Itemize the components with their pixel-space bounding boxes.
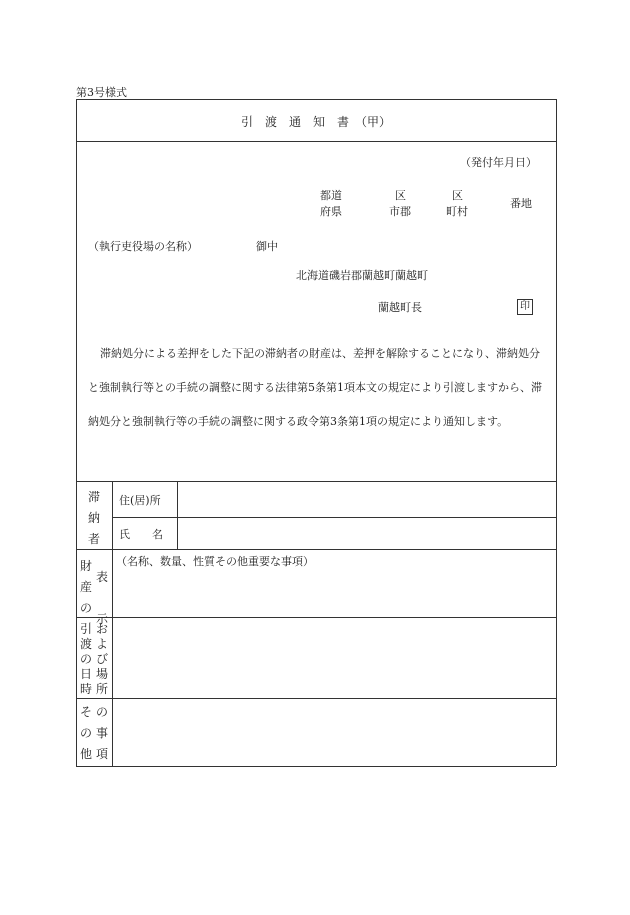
notice-body-text: 滞納処分による差押をした下記の滞納者の財産は、差押を解除することになり、滞納処分と強制執行等との手続の調整に関する法律第5条第1項本文の規定により引渡しますから、滞納処分と強制執行等の手続の調整に関する政令第3条第1項の規定により通知します。 (88, 347, 542, 428)
delivery-label-col2: お よ び 場 所 (96, 622, 110, 696)
property-label-col1: 財 産 の (80, 559, 94, 615)
town-label-top: 区 (452, 189, 463, 202)
address-label: 住(居)所 (119, 494, 161, 507)
name-value-cell[interactable] (178, 518, 555, 549)
property-note: （名称、数量、性質その他重要な事項） (116, 555, 314, 568)
town-label-bottom: 町村 (446, 205, 468, 218)
delinquent-char-1: 滞 (88, 490, 101, 504)
lot-number-label: 番地 (510, 197, 532, 210)
recipient-office-label: （執行吏役場の名称） (88, 240, 198, 253)
issuer-address: 北海道磯岩郡蘭越町蘭越町 (296, 269, 428, 282)
seal-mark: 印 (517, 299, 533, 315)
issuer-title: 蘭越町長 (378, 301, 422, 314)
delivery-label-col1: 引 渡 の 日 時 (80, 622, 94, 696)
name-label: 氏 名 (119, 528, 163, 541)
ward-label-bottom: 市郡 (389, 205, 411, 218)
delinquent-char-2: 納 (88, 511, 101, 525)
document-title: 引 渡 通 知 書 （甲） (240, 115, 391, 129)
issue-date-label: （発付年月日） (460, 156, 537, 169)
other-label-col2: の 事 項 (96, 705, 110, 761)
recipient-suffix: 御中 (256, 240, 278, 253)
prefecture-label-bottom: 府県 (320, 205, 342, 218)
property-label-col2: 表 示 (96, 570, 110, 626)
address-value-cell[interactable] (178, 482, 555, 517)
ward-label-top: 区 (395, 189, 406, 202)
delinquent-char-3: 者 (88, 532, 101, 546)
other-label-col1: そ の 他 (80, 705, 94, 761)
prefecture-label-top: 都道 (320, 189, 342, 202)
form-number: 第3号様式 (76, 86, 127, 99)
